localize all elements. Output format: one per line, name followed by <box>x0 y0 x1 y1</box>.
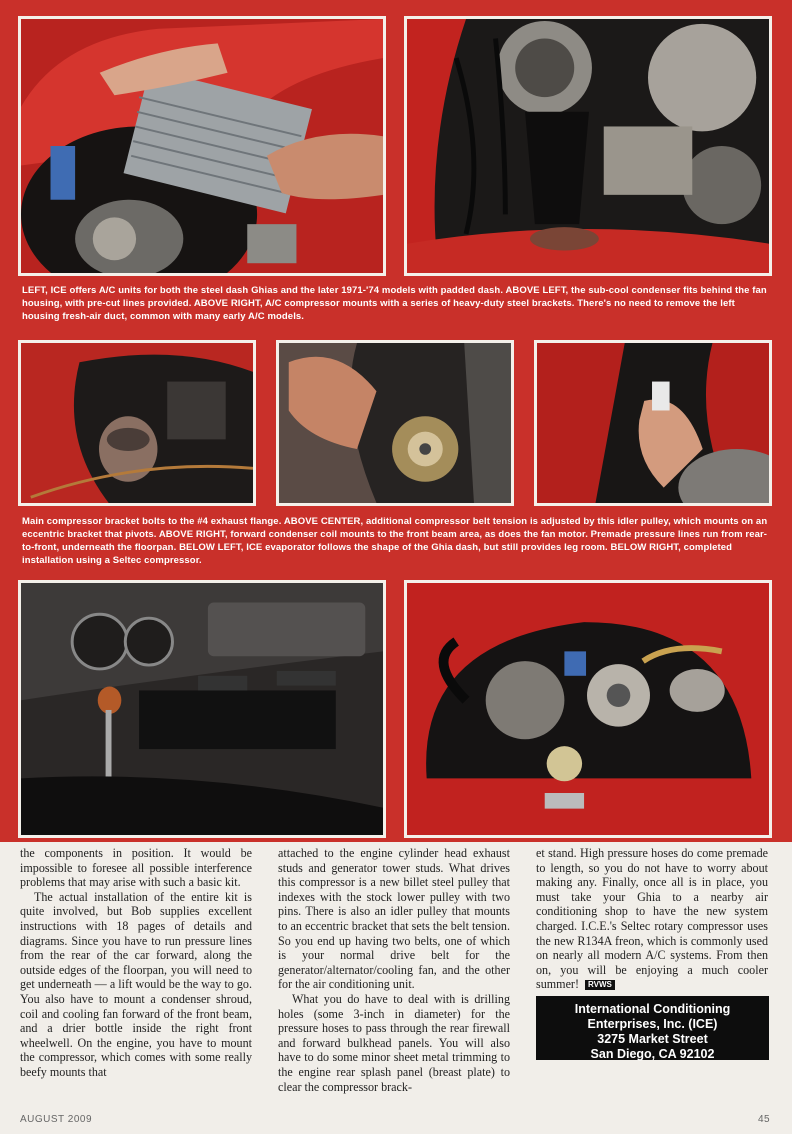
photo-exhaust-bracket <box>18 340 256 506</box>
ice-city-address: San Diego, CA 92102 <box>590 1047 715 1061</box>
ice-street-address: 3275 Market Street <box>597 1032 708 1046</box>
article-paragraph: What you do have to deal with is drilling holes (some 3-inch in diameter) for the pressure hoses to pass through the rear firewall and forward bulkhead panels. You will also have to do some minor sheet metal trimming to the engine rear splash panel (breast plate) to clear the compressor brack- <box>278 991 510 1094</box>
photo-front-condenser <box>534 340 772 506</box>
compressor-photo-illustration <box>407 19 769 273</box>
article-column-3 <box>536 846 768 992</box>
ice-contact-box <box>536 996 769 1060</box>
page-number: 45 <box>758 1114 771 1125</box>
article-paragraph: attached to the engine cylinder head exhaust studs and generator tower studs. What drives this compressor is a new billet steel pulley that indexes with the stock lower pulley with two pins. There is also an idler pulley that mounts to an eccentric bracket that sets the belt tension. So you end up having two belts, one of which is your normal drive belt for the generator/alternator/cooling fan, and the other for the air conditioning unit. <box>278 846 510 992</box>
article-paragraph <box>536 846 768 992</box>
article-paragraph: the components in position. It would be impossible to foresee all possible interference problems that may arise with such a basic kit. <box>20 846 252 890</box>
end-mark-logo: RVWS <box>585 980 615 990</box>
condenser-photo-illustration <box>21 19 383 273</box>
evaporator-dash-illustration <box>21 583 383 835</box>
caption-top: LEFT, ICE offers A/C units for both the steel dash Ghias and the later 1971-'74 models with padded dash. ABOVE LEFT, the sub-cool condenser fits behind the fan housing, with pre-cut lines provided. ABOVE RIGHT, A/C compressor mounts with a series of heavy-duty steel brackets. There's no need to remove the left housing fresh-air duct, common with many early A/C models. <box>22 285 767 322</box>
article-column-2 <box>278 846 510 1094</box>
front-condenser-illustration <box>537 343 769 503</box>
article-paragraph: The actual installation of the entire kit is quite involved, but Bob supplies excellent instructions with 18 pages of details and diagrams. Since you have to run pressure lines from the rear of the car forward, along the outside edges of the floorpan, you will need to get underneath — a lift would be the way to go. You also have to mount a condenser shroud, coil and cooling fan forward of the front beam, and a drier bottle inside the right front wheelwell. On the engine, you have to mount the compressor, which comes with some really beefy mounts that <box>20 889 252 1079</box>
article-column-1 <box>20 846 252 1080</box>
photo-idler-pulley <box>276 340 514 506</box>
photo-completed-installation <box>404 580 772 838</box>
article-paragraph-text: et stand. High pressure hoses do come premade to length, so you do not have to worry about making any. Finally, once all is in place, you must take your Ghia to a nearby air conditioning shop to have the new system charged. I.C.E.'s Seltec rotary compressor uses the new R134A freon, which is commonly used on nearly all modern A/C systems. From then on, you will be enjoying a much cooler summer! <box>536 846 768 992</box>
idler-pulley-illustration <box>279 343 511 503</box>
ice-company-name-line2: Enterprises, Inc. (ICE) <box>587 1017 718 1031</box>
exhaust-bracket-illustration <box>21 343 253 503</box>
photo-condenser-install <box>18 16 386 276</box>
photo-compressor-brackets <box>404 16 772 276</box>
completed-installation-illustration <box>407 583 769 835</box>
footer-date: AUGUST 2009 <box>20 1114 93 1125</box>
caption-middle: Main compressor bracket bolts to the #4 exhaust flange. ABOVE CENTER, additional compressor belt tension is adjusted by this idler pulley, which mounts on an eccentric bracket that pivots. ABOVE RIGHT, forward condenser coil mounts to the front beam area, as does the fan motor. Premade pressure lines run from rear-to-front, underneath the floorpan. BELOW LEFT, ICE evaporator follows the shape of the Ghia dash, but still provides leg room. BELOW RIGHT, completed installation using a Seltec compressor. <box>22 516 768 566</box>
photo-evaporator-dash <box>18 580 386 838</box>
ice-company-name-line1: International Conditioning <box>574 1002 731 1016</box>
